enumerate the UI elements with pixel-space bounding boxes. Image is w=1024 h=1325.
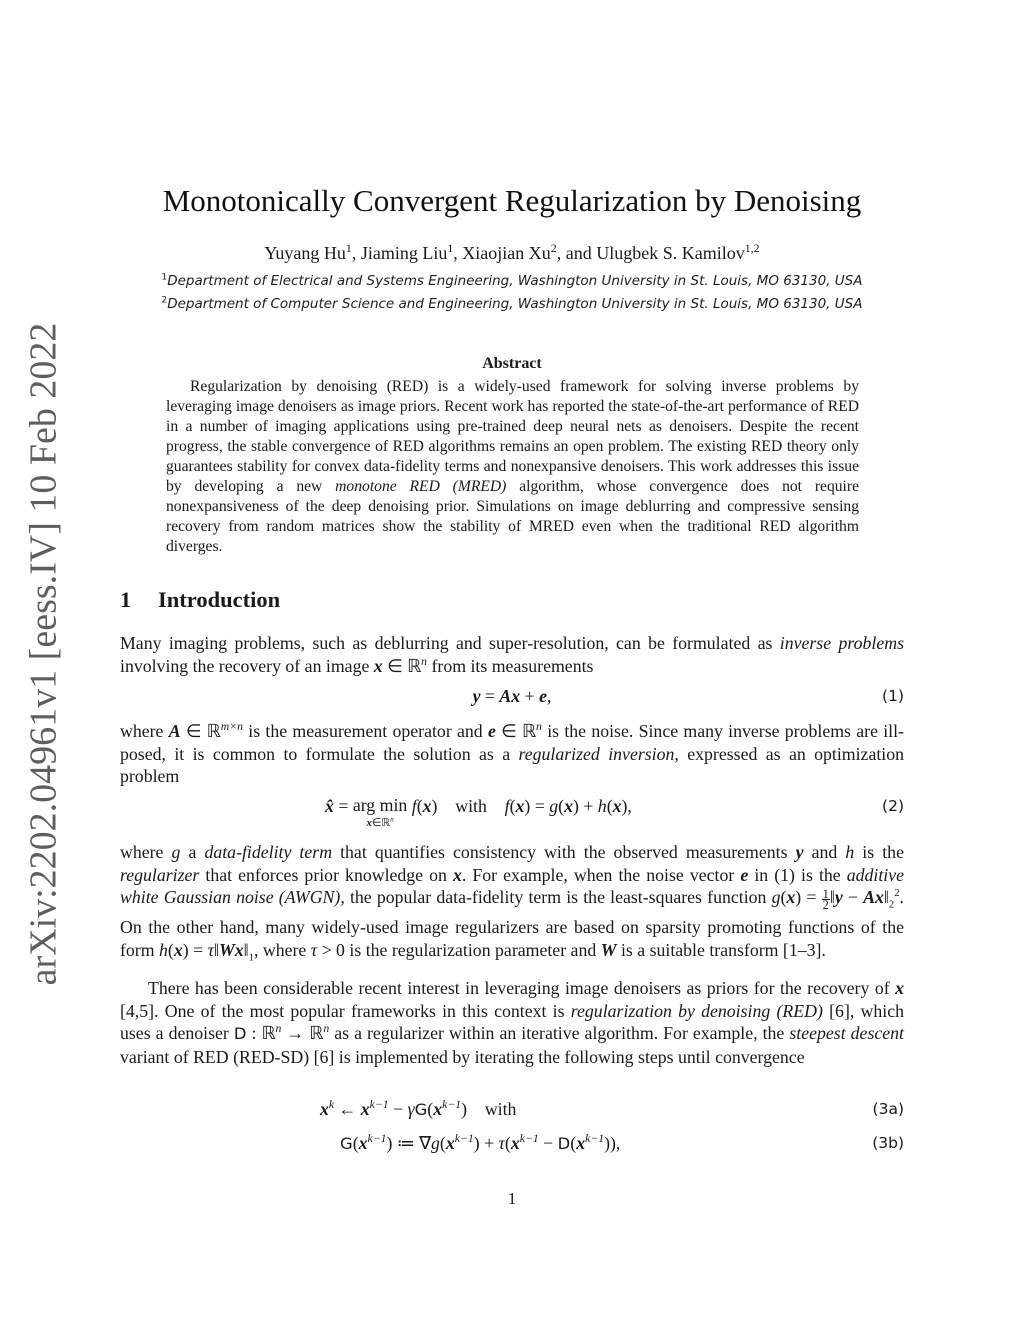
paper-title: Monotonically Convergent Regularization by Denoising (162, 183, 862, 218)
equation-number: (3b) (872, 1134, 904, 1152)
affiliation-text: Department of Computer Science and Engineering, Washington University in St. Louis, MO 63130, USA (167, 296, 863, 312)
equation-1-expression: y = Ax + e, (472, 686, 552, 706)
affiliation-mark: 2 (161, 295, 168, 306)
section-number: 1 (120, 587, 132, 612)
author-affiliation-mark: 1 (345, 241, 352, 255)
inline-math: τ > 0 (310, 939, 345, 960)
author-affiliation-mark: 1 (447, 241, 454, 255)
intro-paragraph-4: There has been considerable recent interest in leveraging image denoisers as priors for the recovery of x [4,5]. One of the most popular frameworks in this context is regularization by denoising (RED) [6], which uses a denoiser D : ℝ$^n$ → ℝ$^n$ as a regularizer within an iterative algorithm. For example, the steepest descent variant of RED (RED-SD) [6] is implemented by iterating the following steps until convergence (120, 978, 905, 1067)
inline-math: D : ℝ$^n$ → ℝ$^n$ (233, 1022, 330, 1044)
affiliation-mark: 1 (161, 272, 168, 283)
equation-2 (120, 796, 904, 836)
emphasis-term: data-fidelity term (204, 842, 333, 862)
equation-3b-expression: $G(x^{k-1})$ ≔ $\nabla g(x^{k-1}) + \tau(x^{k-1} - D(x^{k-1}))$, (340, 1132, 621, 1153)
equation-2-expression: x̂ = arg min x∈ℝ$^n$ f(x) with f(x) = g(x) + h(x), (325, 795, 632, 829)
emphasis-term: regularizer (120, 864, 200, 885)
equation-number: (3a) (872, 1100, 904, 1118)
affiliation-1 (0, 273, 1024, 289)
equation-3b (120, 1133, 904, 1159)
emphasis-term: regularized inversion (518, 743, 675, 764)
equation-3a (120, 1099, 904, 1125)
equation-1 (120, 686, 904, 712)
affiliation-2 (0, 296, 1024, 312)
author-affiliation-mark: 2 (550, 241, 557, 255)
section-heading-introduction (120, 587, 280, 613)
intro-paragraph-2: where A ∈ ℝ$^{m\times n}$ is the measurement operator and e ∈ ℝ$^n$ is the noise. Since many inverse problems are ill-posed, it is common to formulate the solution as a regularized inversion, expressed as an optimization problem (120, 720, 905, 787)
equation-word: with (484, 1099, 517, 1119)
equation-number: (1) (882, 687, 904, 705)
arxiv-identifier (22, 322, 65, 986)
equation-3a-expression: $x^k$ ← $x^{k-1} - \gamma G(x^{k-1})$ with (320, 1098, 517, 1119)
emphasis-term: additive white Gaussian noise (AWGN) (120, 864, 905, 908)
author: Ulugbek S. Kamilov (596, 243, 745, 263)
author-affiliation-mark: 1,2 (744, 241, 760, 255)
emphasis-term: inverse problems (779, 633, 904, 653)
inline-math: x ∈ ℝ$^n$ (373, 654, 428, 676)
author: Yuyang Hu (264, 243, 346, 263)
abstract-emphasis: monotone RED (MRED) (335, 478, 507, 495)
abstract-body: Regularization by denoising (RED) is a widely-used framework for solving inverse problems by leveraging image denoisers as image priors. Recent work has reported the state-of-the-art performance of RED in a number of imaging applications using pre-trained deep neural nets as denoisers. Despite the recent progress, the stable convergence of RED algorithms remains an open problem. The existing RED theory only guarantees stability for convex data-fidelity terms and nonexpansive denoisers. This work addresses this issue by developing a new monotone RED (MRED) algorithm, whose convergence does not require nonexpansiveness of the deep denoising prior. Simulations on image deblurring and compressive sensing recovery from random matrices show the stability of MRED even when the traditional RED algorithm diverges. (166, 378, 859, 555)
equation-word: with (455, 796, 487, 816)
inline-math: A ∈ ℝ$^{m\times n}$ (168, 720, 243, 741)
author-list: Yuyang Hu$^1$, Jiaming Liu$^1$, Xiaojian Xu$^2$, and Ulugbek S. Kamilov$^{1,2}$ (264, 241, 760, 263)
page-number: 1 (507, 1189, 517, 1208)
author: Xiaojian Xu (462, 243, 551, 263)
abstract-heading: Abstract (482, 355, 542, 372)
intro-paragraph-1: Many imaging problems, such as deblurring and super-resolution, can be formulated as inverse problems involving the recovery of an image x ∈ ℝ$^n$ from its measurements (120, 633, 904, 676)
emphasis-term: steepest descent (789, 1023, 904, 1044)
affiliation-text: Department of Electrical and Systems Engineering, Washington University in St. Louis, MO 63130, USA (167, 273, 863, 289)
inline-math: g(x) = 1 2‖y − $Ax‖_2^2$ (771, 886, 900, 912)
section-title: Introduction (158, 587, 281, 612)
equation-number: (2) (882, 797, 904, 815)
intro-paragraph-3: where g a data-fidelity term that quantifies consistency with the observed measurements y and h is the regularizer that enforces prior knowledge on x. For example, when the noise vector e in (1) is the additive white Gaussian noise (AWGN), the popular data-fidelity term is the least-squares function g(x) = 1 2‖y − $Ax‖_2^2$. On the other hand, many widely-used image regularizers are based on sparsity promoting functions of the form $h(x) = \tau‖Wx‖_1$, where τ > 0 is the regularization parameter and W is a suitable transform [1–3]. (120, 842, 905, 964)
author: Jiaming Liu (360, 243, 448, 263)
arxiv-identifier-text: arXiv:2202.04961v1 [eess.IV] 10 Feb 2022 (22, 322, 65, 986)
emphasis-term: regularization by denoising (RED) (570, 1000, 823, 1021)
inline-math: e ∈ ℝ$^n$ (487, 720, 542, 741)
inline-math: $h(x) = \tau‖Wx‖_1$ (159, 939, 254, 964)
